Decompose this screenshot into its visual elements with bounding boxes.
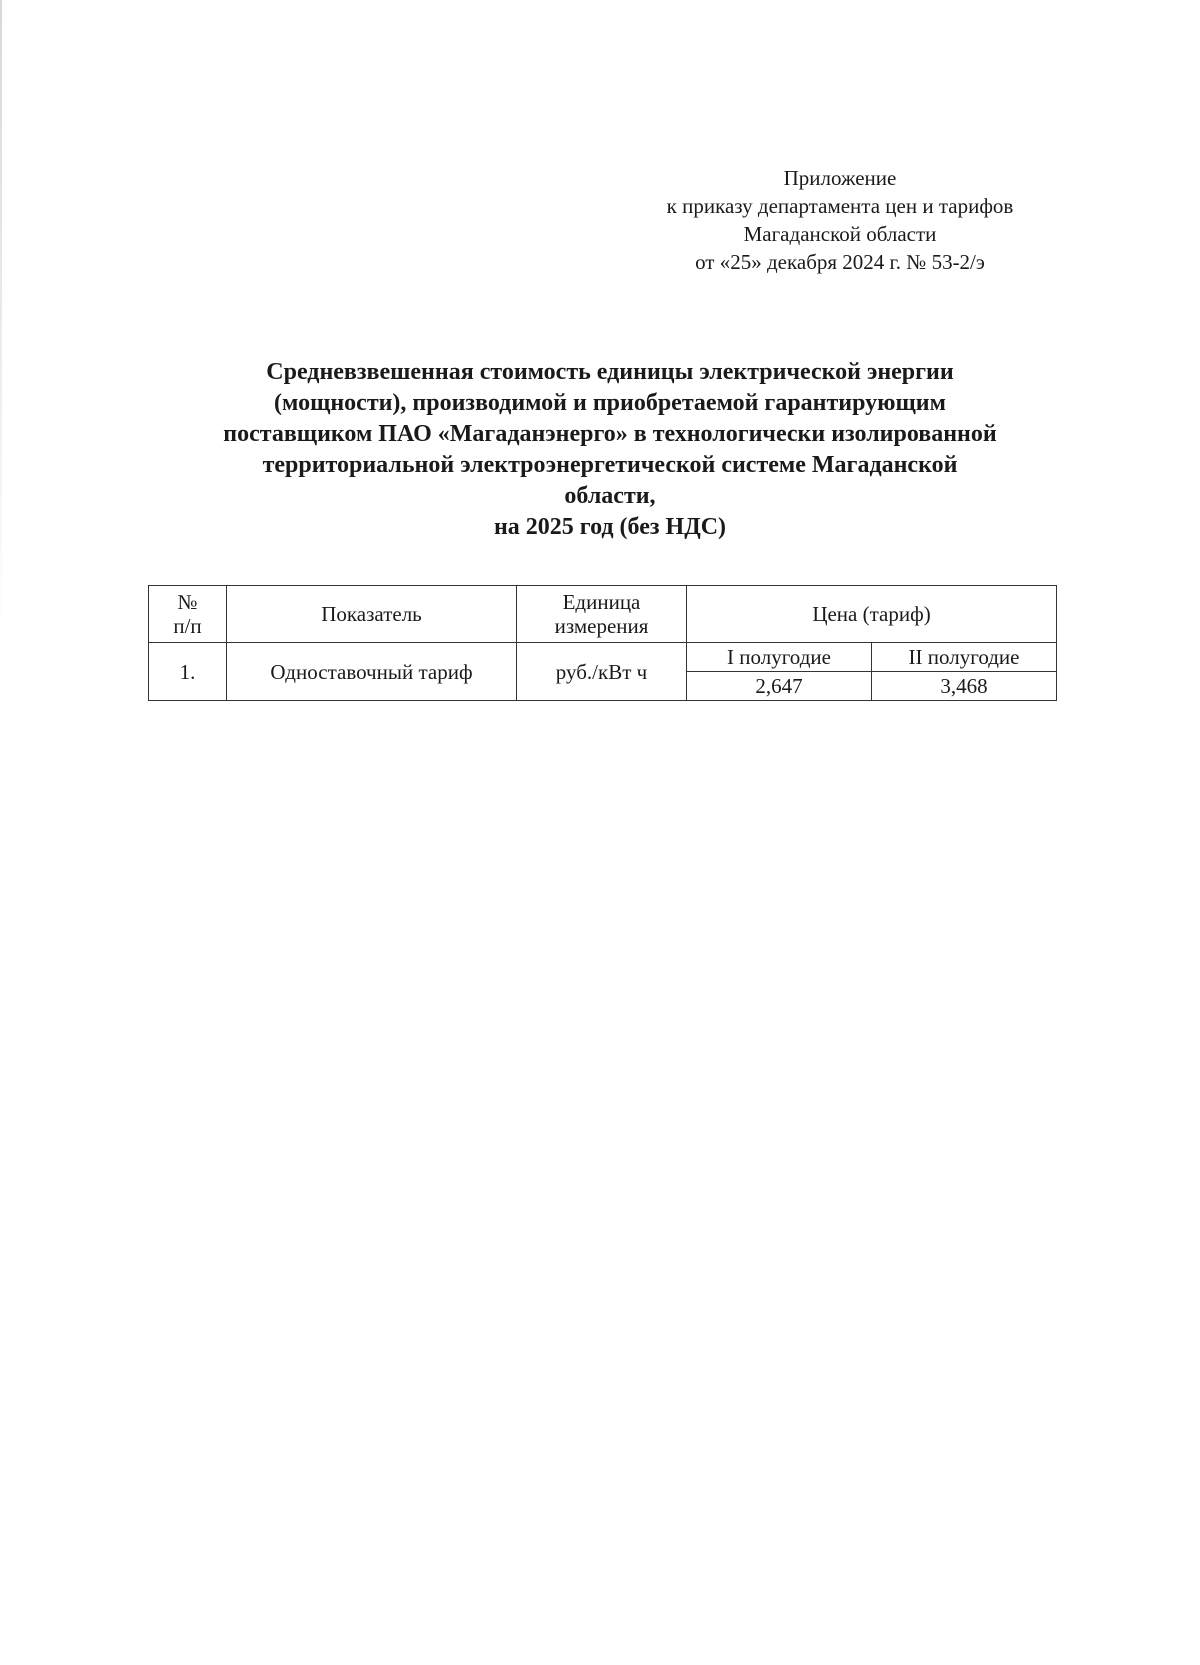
header-unit bbox=[517, 586, 687, 643]
title-line-3: поставщиком ПАО «Магаданэнерго» в технологически изолированной bbox=[223, 421, 997, 447]
row-unit: руб./кВт ч bbox=[517, 643, 687, 701]
value-half-1: 2,647 bbox=[687, 672, 872, 701]
annex-order-reference: к приказу департамента цен и тарифов bbox=[666, 194, 1014, 218]
header-indicator: Показатель bbox=[227, 586, 517, 643]
table-header-row bbox=[149, 586, 1057, 643]
row-indicator: Одноставочный тариф bbox=[227, 643, 517, 701]
header-unit-line1: Единица bbox=[562, 590, 641, 614]
header-unit-line2: измерения bbox=[554, 614, 649, 638]
table-row bbox=[149, 643, 1057, 672]
title-line-4: территориальной электроэнергетической системе Магаданской bbox=[262, 452, 958, 478]
document-title bbox=[150, 357, 1070, 543]
annex-region: Магаданской области bbox=[743, 222, 937, 246]
header-half-1: I полугодие bbox=[687, 643, 872, 672]
title-line-6: на 2025 год (без НДС) bbox=[493, 514, 727, 540]
tariff-table bbox=[148, 585, 1057, 701]
title-line-5: области, bbox=[564, 483, 656, 509]
scan-edge bbox=[0, 0, 2, 640]
header-number bbox=[149, 586, 227, 643]
value-half-2: 3,468 bbox=[872, 672, 1057, 701]
row-number: 1. bbox=[149, 643, 227, 701]
header-number-line1: № bbox=[177, 590, 198, 614]
header-price: Цена (тариф) bbox=[687, 586, 1057, 643]
annex-label: Приложение bbox=[783, 166, 897, 190]
header-number-line2: п/п bbox=[173, 614, 202, 638]
annex-order-date-number: от «25» декабря 2024 г. № 53-2/э bbox=[695, 250, 985, 274]
header-half-2: II полугодие bbox=[872, 643, 1057, 672]
title-line-1: Средневзвешенная стоимость единицы электрической энергии bbox=[266, 359, 954, 385]
annex-header bbox=[620, 164, 1060, 276]
title-line-2: (мощности), производимой и приобретаемой гарантирующим bbox=[274, 390, 946, 416]
